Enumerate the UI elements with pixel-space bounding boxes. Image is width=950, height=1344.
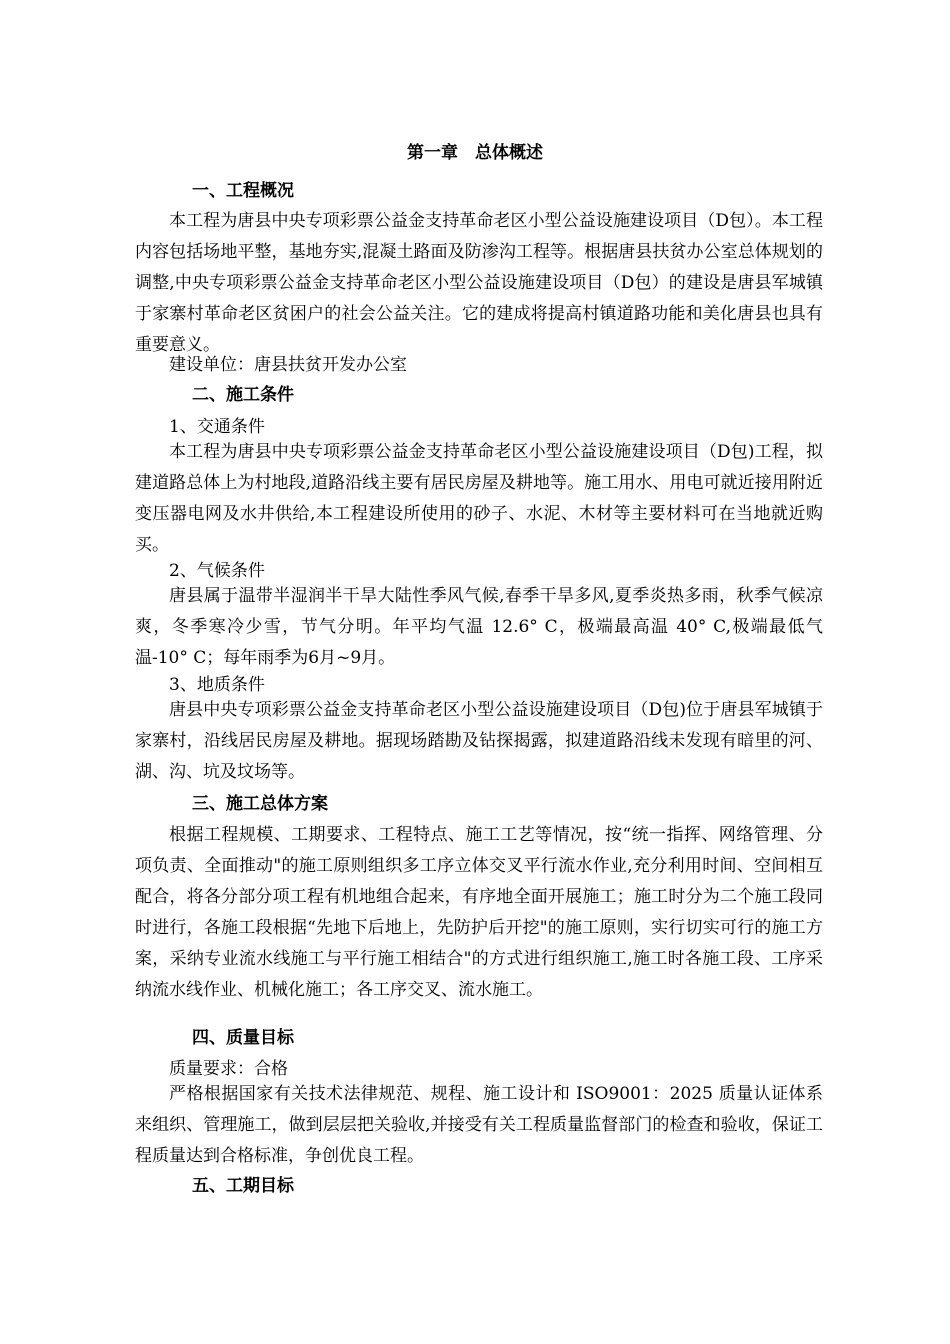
- traffic-paragraph: 本工程为唐县中央专项彩票公益金支持革命老区小型公益设施建设项目（D包)工程，拟建道路总体上为村地段,道路沿线主要有居民房屋及耕地等。施工用水、用电可就近接用附近变压器电网及水井供给,本工程建设所使用的砂子、水泥、木材等主要材料可在当地就近购买。: [135, 442, 823, 555]
- plan-paragraph: 根据工程规模、工期要求、工程特点、施工工艺等情况，按“统一指挥、网络管理、分项负责、全面推动"的施工原则组织多工序立体交叉平行流水作业,充分利用时间、空间相互配合，将各分部分项工程有机地组合起来，有序地全面开展施工；施工时分为二个施工段同时进行，各施工段根据“先地下后地上，先防护后开挖"的施工原则，实行切实可行的施工方案，采纳专业流水线施工与平行施工相结合"的方式进行组织施工,施工时各施工段、工序采纳流水线作业、机械化施工；各工序交叉、流水施工。: [135, 825, 823, 1000]
- overview-paragraph: 本工程为唐县中央专项彩票公益金支持革命老区小型公益设施建设项目（D包）。本工程内容包括场地平整，基地夯实,混凝土路面及防渗沟工程等。根据唐县扶贫办公室总体规划的调整,中央专项彩票公益金支持革命老区小型公益设施建设项目（D包）的建设是唐县军城镇于家寨村革命老区贫困户的社会公益关注。它的建成将提高村镇道路功能和美化唐县也具有重要意义。: [135, 211, 823, 355]
- section-heading-conditions: 二、施工条件: [192, 385, 294, 405]
- subheading-traffic: 1、交通条件: [169, 417, 265, 437]
- geology-paragraph: 唐县中央专项彩票公益金支持革命老区小型公益设施建设项目（D包)位于唐县军城镇于家寨村，沿线居民房屋及耕地。据现场踏勘及钻探揭露，拟建道路沿线未发现有暗里的河、湖、沟、坑及坟场等。: [135, 700, 823, 782]
- quality-requirement: 质量要求：合格: [169, 1059, 288, 1079]
- section-heading-quality: 四、质量目标: [192, 1028, 294, 1048]
- section-heading-overview: 一、工程概况: [192, 181, 294, 201]
- section-heading-schedule: 五、工期目标: [192, 1176, 294, 1196]
- climate-paragraph: 唐县属于温带半湿润半干旱大陆性季风气候,春季干旱多风,夏季炎热多雨，秋季气候凉爽，冬季寒冷少雪，节气分明。年平均气温 12.6° C，极端最高温 40° C,极端最低气温-10° C；每年雨季为6月~9月。: [135, 586, 823, 668]
- section-heading-plan: 三、施工总体方案: [192, 794, 328, 814]
- subheading-geology: 3、地质条件: [169, 675, 265, 695]
- chapter-title: 第一章 总体概述: [407, 143, 543, 163]
- subheading-climate: 2、气候条件: [169, 561, 265, 581]
- quality-paragraph: 严格根据国家有关技术法律规范、规程、施工设计和 ISO9001：2025 质量认证体系来组织、管理施工，做到层层把关验收,并接受有关工程质量监督部门的检查和验收，保证工程质量达到合格标准，争创优良工程。: [135, 1084, 823, 1166]
- builder-line: 建设单位：唐县扶贫开发办公室: [169, 355, 407, 375]
